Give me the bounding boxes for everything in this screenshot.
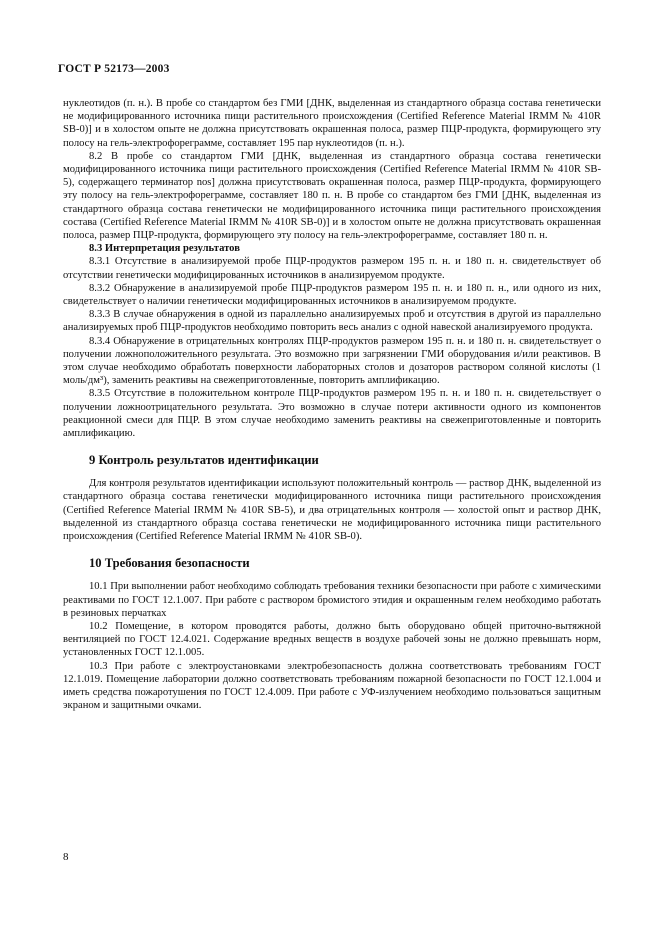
paragraph-9: Для контроля результатов идентификации используют положительный контроль — раствор ДНК, выделенной из стандартного образца состава генетически модифицированного источника пищи растительного происхождения (Certified Reference Material IRMM № 410R SB-5), и два отрицательных контроля — холостой опыт и раствор ДНК, выделенной из стандартного образца состава генетически не модифицированного источника пищи растительного происхождения (Certified Reference Material IRMM № 410R SB-0). xyxy=(63,478,601,543)
paragraph-10-1: 10.1 При выполнении работ необходимо соблюдать требования техники безопасности при работе с химическими реактивами по ГОСТ 12.1.007. При работе с раствором бромистого этидия и окрашенным гелем необходимо работать в резиновых перчатках xyxy=(63,581,601,619)
paragraph-8-1-continuation: нуклеотидов (п. н.). В пробе со стандартом без ГМИ [ДНК, выделенная из стандартного образца состава генетически не модифицированного источника пищи растительного происхождения (Certified Reference Material IRMM № 410R SB-0)] и в холостом опыте не должна присутствовать окрашенная полоса, размер ПЦР-продукта, формирующего эту полосу на гель-электрофореграмме, составляет 195 пар нуклеотидов (п. н.). xyxy=(63,98,601,149)
paragraph-8-3-5: 8.3.5 Отсутствие в положительном контроле ПЦР-продуктов размером 195 п. н. и 180 п. н. свидетельствует о получении ложноотрицательного результата. Это возможно в случае потери активности одного из компонентов реакционной смеси для ПЦР. В этом случае необходимо заменить реактивы на свежеприготовленные и повторить амплификацию. xyxy=(63,388,601,440)
page-number: 8 xyxy=(63,851,69,863)
paragraph-8-2: 8.2 В пробе со стандартом ГМИ [ДНК, выделенная из стандартного образца состава генетически модифицированного источника пищи растительного происхождения (Certified Reference Material IRMM № 410R SB-5), содержащего терминатор nos] должна присутствовать окрашенная полоса, размер ПЦР-продукта, формирующего эту полосу на гель-электрофореграмме, составляет 180 п. н. В пробе со стандартом без ГМИ [ДНК, выделенная из стандартного образца состава генетически не модифицированного источника пищи растительного происхождения состава (Certified Reference Material IRMM № 410R SB-0)] и в холостом опыте не должна присутствовать окрашенная полоса, размер ПЦР-продукта, формирующего эту полосу на гель-электрофореграмме, составляет 180 п. н. xyxy=(63,150,601,242)
spacer xyxy=(63,468,601,477)
paragraph-8-3-2: 8.3.2 Обнаружение в анализируемой пробе ПЦР-продуктов размером 195 п. н. и 180 п. н., или одного из них, свидетельствует о наличии генетически модифицированных источников в анализируемом продукте. xyxy=(63,282,601,308)
paragraph-8-3-4: 8.3.4 Обнаружение в отрицательных контролях ПЦР-продуктов размером 195 п. н. и 180 п. н. свидетельствует о получении ложноположительного результата. Это возможно при загрязнении ГМИ оборудования и/или реактивов. В этом случае необходимо обработать поверхности лабораторных столов и дозаторов раствором соляной кислоты (1 моль/дм³), заменить реактивы на свежеприготовленные, повторить амплификацию. xyxy=(63,335,601,387)
paragraph-8-3-1: 8.3.1 Отсутствие в анализируемой пробе ПЦР-продуктов размером 195 п. н. и 180 п. н. свидетельствует об отсутствии генетически модифицированных источников в анализируемом продукте. xyxy=(63,256,601,281)
heading-8-3: 8.3 Интерпретация результатов xyxy=(89,243,240,255)
paragraph-10-2: 10.2 Помещение, в котором проводятся работы, должно быть оборудовано общей приточно-вытяжной вентиляцией по ГОСТ 12.4.021. Содержание вредных веществ в воздухе рабочей зоны не должно превышать норм, установленных ГОСТ 12.1.005. xyxy=(63,620,601,659)
document-body xyxy=(63,97,601,712)
paragraph-8-3-3: 8.3.3 В случае обнаружения в одной из параллельно анализируемых проб и отсутствия в другой из параллельно анализируемых проб ПЦР-продуктов необходимо повторить весь анализ с одной навеской анализируемого продукта. xyxy=(63,309,601,334)
spacer xyxy=(63,571,601,580)
section-10-title: 10 Требования безопасности xyxy=(89,556,250,571)
paragraph-10-3: 10.3 При работе с электроустановками электробезопасность должна соответствовать требованиям ГОСТ 12.1.019. Помещение лаборатории должно соответствовать требованиям пожарной безопасности по ГОСТ 12.1.004 и иметь средства пожаротушения по ГОСТ 12.4.009. При работе с УФ-излучением необходимо пользоваться защитным экраном и защитными очками. xyxy=(63,660,601,712)
section-9-title: 9 Контроль результатов идентификации xyxy=(89,453,319,468)
document-header: ГОСТ Р 52173—2003 xyxy=(58,63,170,75)
spacer xyxy=(63,440,601,452)
spacer xyxy=(63,543,601,555)
